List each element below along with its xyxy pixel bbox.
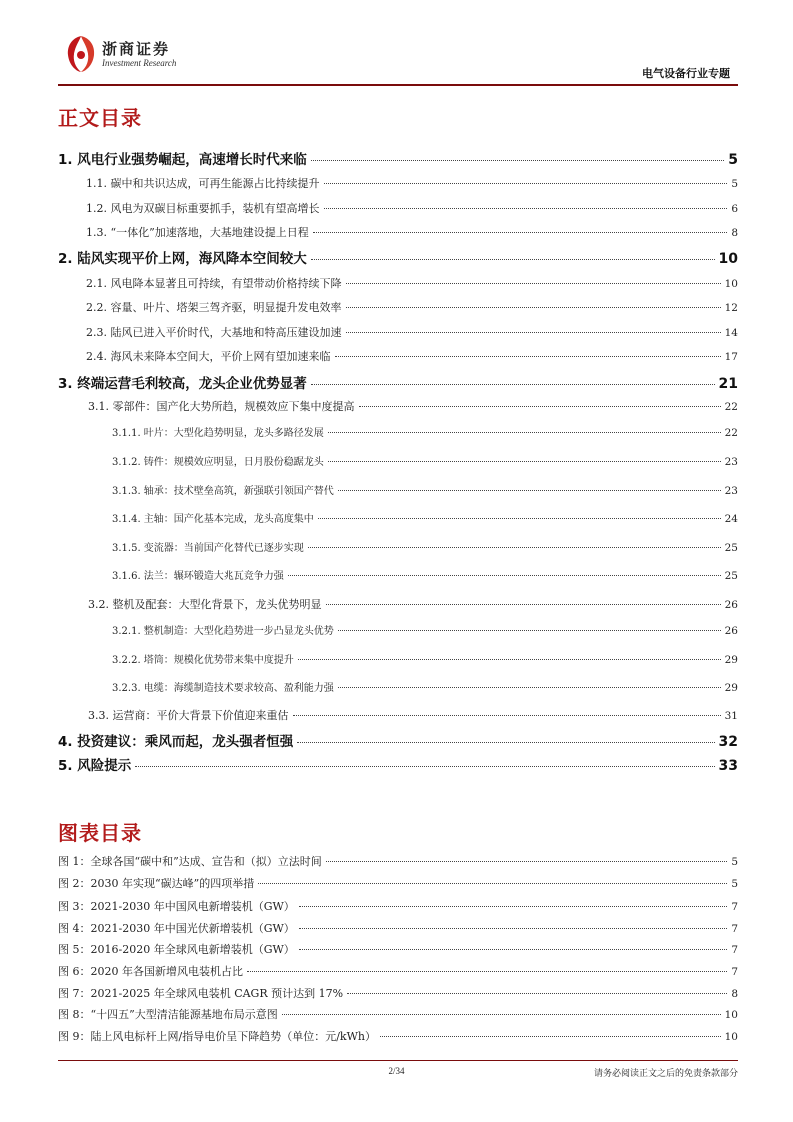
figure-entry-label: 图 9：陆上风电标杆上网/指导电价呈下降趋势（单位：元/kWh）: [58, 1030, 376, 1043]
toc-entry-page: 10: [718, 251, 738, 267]
toc-entry-page: 26: [724, 625, 738, 637]
toc-entry[interactable]: [58, 372, 738, 392]
dot-leader: [282, 1014, 721, 1015]
toc-entry[interactable]: [58, 299, 738, 315]
toc-entry[interactable]: [58, 596, 738, 612]
logo-english-name: Investment Research: [102, 57, 177, 68]
dot-leader: [299, 949, 728, 950]
toc-entry-label: 1. 风电行业强势崛起，高速增长时代来临: [58, 152, 307, 168]
dot-leader: [338, 490, 721, 491]
toc-entry[interactable]: [58, 539, 738, 554]
toc-entry-label: 3.2.2. 塔筒：规模化优势带来集中度提升: [112, 655, 294, 666]
figure-entry[interactable]: [58, 985, 738, 1001]
dot-leader: [258, 883, 727, 884]
figure-entry-page: 7: [731, 944, 738, 956]
toc-entry-label: 2.3. 陆风已进入平价时代，大基地和特高压建设加速: [86, 326, 342, 339]
figure-entry-label: 图 7：2021-2025 年全球风电装机 CAGR 预计达到 17%: [58, 987, 344, 1000]
dot-leader: [338, 630, 721, 631]
toc-entry-page: 22: [724, 427, 738, 439]
toc-entry-label: 3.1.6. 法兰：辗环锻造大兆瓦竞争力强: [112, 571, 284, 582]
toc-entry-page: 24: [724, 513, 738, 525]
toc-entry[interactable]: [58, 324, 738, 340]
toc-entry-page: 23: [724, 456, 738, 468]
toc-entry-label: 5. 风险提示: [58, 758, 132, 774]
toc-entry-page: 21: [718, 376, 738, 392]
figure-entry-label: 图 6：2020 年各国新增风电装机占比: [58, 965, 243, 978]
toc-entry[interactable]: [58, 510, 738, 525]
toc-entry-page: 29: [724, 654, 738, 666]
toc-entry[interactable]: [58, 679, 738, 694]
toc-entry-label: 3.2.1. 整机制造：大型化趋势进一步凸显龙头优势: [112, 626, 334, 637]
figure-entry-page: 5: [731, 878, 738, 890]
toc-entry[interactable]: [58, 730, 738, 750]
disclaimer-note: 请务必阅读正文之后的免责条款部分: [593, 1069, 738, 1079]
toc-entry-page: 12: [724, 302, 738, 314]
toc-entry-label: 3.3. 运营商：平价大背景下价值迎来重估: [88, 709, 289, 722]
toc-entry-label: 2.1. 风电降本显著且可持续，有望带动价格持续下降: [86, 277, 342, 290]
toc-entry[interactable]: [58, 482, 738, 497]
figure-entry-page: 7: [731, 901, 738, 913]
toc-entry-label: 3. 终端运营毛利较高，龙头企业优势显著: [58, 376, 307, 392]
toc-entry-label: 2.4. 海风未来降本空间大，平价上网有望加速来临: [86, 350, 331, 363]
report-type: 电气设备行业专题: [642, 67, 730, 80]
figure-entry-label: 图 8：“十四五”大型清洁能源基地布局示意图: [58, 1008, 278, 1021]
figure-entry-label: 图 2：2030 年实现“碳达峰”的四项举措: [58, 877, 255, 890]
toc-entry[interactable]: [58, 622, 738, 637]
company-logo: [64, 34, 176, 74]
toc-entry[interactable]: [58, 651, 738, 666]
toc-entry-label: 3.1.5. 变流器：当前国产化替代已逐步实现: [112, 543, 304, 554]
toc-entry-label: 1.2. 风电为双碳目标重要抓手，装机有望高增长: [86, 202, 320, 215]
toc-entry-page: 32: [718, 734, 738, 750]
figure-list-title: 图表目录: [58, 821, 142, 845]
toc-entry[interactable]: [58, 348, 738, 364]
toc-entry-label: 3.1.3. 轴承：技术壁垒高筑，新强联引领国产替代: [112, 486, 334, 497]
figure-entry[interactable]: [58, 853, 738, 869]
dot-leader: [247, 971, 727, 972]
dot-leader: [297, 742, 714, 743]
figure-entry-label: 图 5：2016-2020 年全球风电新增装机（GW）: [58, 943, 295, 956]
figure-entry-page: 5: [731, 856, 738, 868]
dot-leader: [346, 307, 721, 308]
figure-entry-page: 10: [724, 1031, 738, 1043]
dot-leader: [298, 659, 721, 660]
figure-entry-label: 图 4：2021-2030 年中国光伏新增装机（GW）: [58, 922, 295, 935]
figure-entry-page: 8: [731, 988, 738, 1000]
toc-entry[interactable]: [58, 175, 738, 191]
logo-chinese-name: 浙商证券: [102, 39, 171, 58]
dot-leader: [311, 160, 725, 161]
dot-leader: [299, 928, 728, 929]
toc-entry-page: 22: [724, 401, 738, 413]
figure-entry[interactable]: [58, 1028, 738, 1044]
page-number: 2/34: [388, 1066, 405, 1076]
dot-leader: [313, 232, 728, 233]
toc-entry-page: 5: [731, 178, 738, 190]
logo-emblem-icon: [64, 34, 98, 74]
dot-leader: [308, 547, 721, 548]
figure-entry[interactable]: [58, 963, 738, 979]
toc-entry[interactable]: [58, 275, 738, 291]
toc-entry[interactable]: [58, 224, 738, 240]
figure-entry-label: 图 3：2021-2030 年中国风电新增装机（GW）: [58, 900, 295, 913]
dot-leader: [347, 993, 727, 994]
figure-entry-page: 7: [731, 966, 738, 978]
toc-entry[interactable]: [58, 567, 738, 582]
toc-entry-page: 26: [724, 599, 738, 611]
dot-leader: [346, 332, 721, 333]
dot-leader: [311, 384, 715, 385]
figure-entry[interactable]: [58, 898, 738, 914]
dot-leader: [335, 356, 721, 357]
toc-entry-page: 25: [724, 570, 738, 582]
toc-entry-label: 3.1.4. 主轴：国产化基本完成，龙头高度集中: [112, 514, 314, 525]
dot-leader: [324, 183, 728, 184]
toc-entry-label: 4. 投资建议：乘风而起，龙头强者恒强: [58, 734, 294, 750]
toc-entry-page: 23: [724, 485, 738, 497]
dot-leader: [326, 861, 728, 862]
toc-entry-label: 3.1.1. 叶片：大型化趋势明显，龙头多路径发展: [112, 428, 324, 439]
dot-leader: [328, 432, 721, 433]
dot-leader: [380, 1036, 721, 1037]
dot-leader: [328, 461, 721, 462]
toc-entry-label: 1.1. 碳中和共识达成，可再生能源占比持续提升: [86, 177, 320, 190]
toc-entry-label: 1.3. “一体化”加速落地，大基地建设提上日程: [86, 226, 309, 239]
toc-entry[interactable]: [58, 200, 738, 216]
dot-leader: [318, 518, 721, 519]
toc-entry-label: 3.2. 整机及配套：大型化背景下，龙头优势明显: [88, 598, 322, 611]
dot-leader: [288, 575, 721, 576]
toc-entry-page: 6: [731, 203, 738, 215]
dot-leader: [359, 406, 721, 407]
toc-entry-label: 2. 陆风实现平价上网，海风降本空间较大: [58, 251, 307, 267]
figure-entry-page: 10: [724, 1009, 738, 1021]
dot-leader: [299, 906, 728, 907]
toc-entry-label: 2.2. 容量、叶片、塔架三驾齐驱，明显提升发电效率: [86, 301, 342, 314]
figure-entry[interactable]: [58, 1006, 738, 1022]
toc-entry[interactable]: [58, 453, 738, 468]
page-header: [58, 34, 738, 86]
toc-entry[interactable]: [58, 148, 738, 168]
toc-entry-page: 29: [724, 682, 738, 694]
dot-leader: [135, 766, 714, 767]
figure-entry-label: 图 1：全球各国“碳中和”达成、宣告和（拟）立法时间: [58, 855, 322, 868]
toc-entry[interactable]: [58, 707, 738, 723]
dot-leader: [293, 715, 721, 716]
dot-leader: [326, 604, 721, 605]
toc-entry-label: 3.2.3. 电缆：海缆制造技术要求较高、盈利能力强: [112, 683, 334, 694]
figure-entry-page: 7: [731, 923, 738, 935]
dot-leader: [311, 259, 715, 260]
toc-title: 正文目录: [58, 106, 142, 130]
dot-leader: [324, 208, 728, 209]
toc-entry-label: 3.1.2. 铸件：规模效应明显，日月股份稳踞龙头: [112, 457, 324, 468]
toc-entry-page: 14: [724, 327, 738, 339]
dot-leader: [338, 687, 721, 688]
toc-entry-page: 25: [724, 542, 738, 554]
toc-entry-label: 3.1. 零部件：国产化大势所趋，规模效应下集中度提高: [88, 400, 355, 413]
footer-divider: [58, 1060, 738, 1061]
toc-entry-page: 33: [718, 758, 738, 774]
toc-entry[interactable]: [58, 424, 738, 439]
toc-entry-page: 8: [731, 227, 738, 239]
toc-entry-page: 5: [728, 152, 738, 168]
dot-leader: [346, 283, 721, 284]
toc-entry[interactable]: [58, 754, 738, 774]
toc-entry-page: 17: [724, 351, 738, 363]
toc-entry[interactable]: [58, 398, 738, 414]
figure-entry[interactable]: [58, 920, 738, 936]
figure-entry[interactable]: [58, 941, 738, 957]
header-divider: [58, 84, 738, 86]
toc-entry[interactable]: [58, 247, 738, 267]
toc-entry-page: 10: [724, 278, 738, 290]
figure-entry[interactable]: [58, 875, 738, 891]
toc-entry-page: 31: [724, 710, 738, 722]
